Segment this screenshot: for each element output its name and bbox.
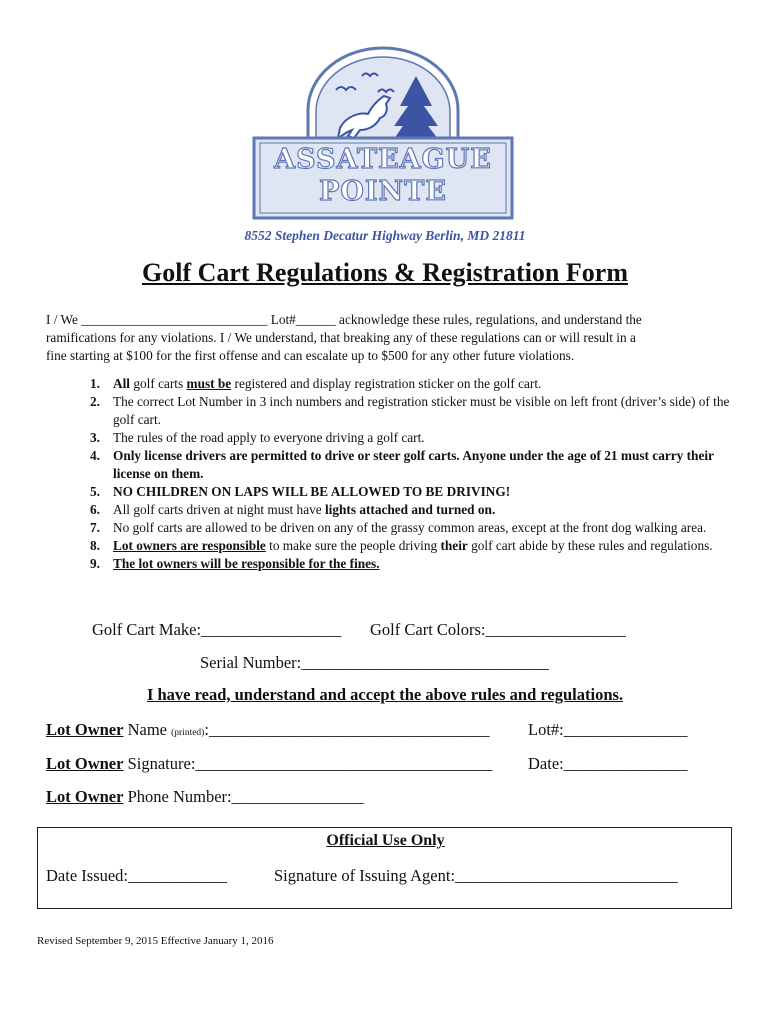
rule-text: The rules of the road apply to everyone driving a golf cart. [113, 430, 425, 445]
rule-text: Lot owners are responsible [113, 538, 266, 553]
rule-text: to make sure the people driving [265, 538, 441, 553]
rule-text: lights attached and turned on. [324, 502, 496, 517]
rule-text: No golf carts are allowed to be driven on any of the grassy common areas, except at the front dog walking area. [113, 520, 707, 535]
date-issued-field[interactable]: Date Issued:____________ [46, 866, 228, 885]
rule-text: The lot owners will be responsible for the fines. [113, 556, 380, 571]
lot-owner-label: Lot Owner [46, 787, 124, 806]
rule-text: Only license drivers are permitted to drive or steer golf carts. Anyone under the age of 21 must carry their license on them. [113, 448, 714, 481]
logo-line2: POINTE [319, 176, 447, 207]
acceptance-statement: I have read, understand and accept the above rules and regulations. [146, 685, 624, 704]
rule-item [90, 537, 730, 555]
rule-text: All golf carts driven at night must have [113, 502, 325, 517]
rule-number: 3. [90, 430, 100, 445]
owner-phone-field[interactable] [46, 787, 364, 807]
rule-text: must be [186, 376, 232, 391]
rule-item [90, 555, 730, 573]
rule-number: 1. [90, 376, 100, 391]
assateague-pointe-logo [250, 40, 516, 220]
rule-number: 8. [90, 538, 100, 553]
rule-number: 4. [90, 448, 100, 463]
intro-line-3: fine starting at $100 for the first offense and can escalate up to $500 for any other future violations. [46, 348, 575, 363]
signature-label: Signature:____________________________________ [123, 754, 493, 773]
rules-list [90, 375, 730, 573]
serial-number-field[interactable]: Serial Number:______________________________ [200, 653, 549, 672]
phone-label: Phone Number:________________ [123, 787, 364, 806]
rule-text: NO CHILDREN ON LAPS WILL BE ALLOWED TO BE DRIVING! [113, 484, 511, 499]
rule-number: 2. [90, 394, 100, 409]
rule-text: golf cart abide by these rules and regulations. [467, 538, 713, 553]
official-use-title: Official Use Only [326, 832, 445, 849]
intro-line-1: I / We ____________________________ Lot#______ acknowledge these rules, regulations, and understand the [46, 312, 642, 327]
form-title: Golf Cart Regulations & Registration Form [142, 258, 628, 287]
name-label: Name [123, 720, 172, 739]
cart-colors-field[interactable]: Golf Cart Colors:_________________ [370, 620, 626, 639]
rule-number: 7. [90, 520, 100, 535]
rule-text: All [113, 376, 130, 391]
rule-number: 9. [90, 556, 100, 571]
rule-text: The correct Lot Number in 3 inch numbers and registration sticker must be visible on left front (driver’s side) of the golf cart. [113, 394, 730, 427]
revision-footer: Revised September 9, 2015 Effective January 1, 2016 [37, 935, 274, 947]
lot-number-field[interactable]: Lot#:_______________ [528, 720, 688, 739]
rule-text: their [440, 538, 468, 553]
official-use-box [37, 827, 732, 909]
rule-item [90, 519, 730, 537]
rule-item [90, 429, 730, 447]
agent-signature-field[interactable]: Signature of Issuing Agent:___________________________ [274, 866, 678, 885]
rule-text: golf carts [130, 376, 187, 391]
rule-item [90, 393, 730, 429]
address: 8552 Stephen Decatur Highway Berlin, MD 21811 [244, 228, 526, 243]
rule-number: 5. [90, 484, 100, 499]
rule-item [90, 447, 730, 483]
cart-make-field[interactable]: Golf Cart Make:_________________ [92, 620, 342, 639]
rule-text: registered and display registration sticker on the golf cart. [231, 376, 542, 391]
rule-item [90, 375, 730, 393]
lot-owner-label: Lot Owner [46, 754, 124, 773]
printed-label: (printed) [171, 728, 205, 738]
date-field[interactable]: Date:_______________ [528, 754, 688, 773]
intro-paragraph [46, 311, 736, 365]
rule-number: 6. [90, 502, 100, 517]
rule-item [90, 501, 730, 519]
lot-owner-label: Lot Owner [46, 720, 124, 739]
owner-name-field[interactable] [46, 720, 489, 740]
owner-signature-field[interactable] [46, 754, 492, 774]
logo-line1: ASSATEAGUE [274, 144, 492, 175]
name-line: :__________________________________ [204, 720, 490, 739]
intro-line-2: ramifications for any violations. I / We understand, that breaking any of these regulations can or will result in a [46, 330, 636, 345]
rule-item [90, 483, 730, 501]
